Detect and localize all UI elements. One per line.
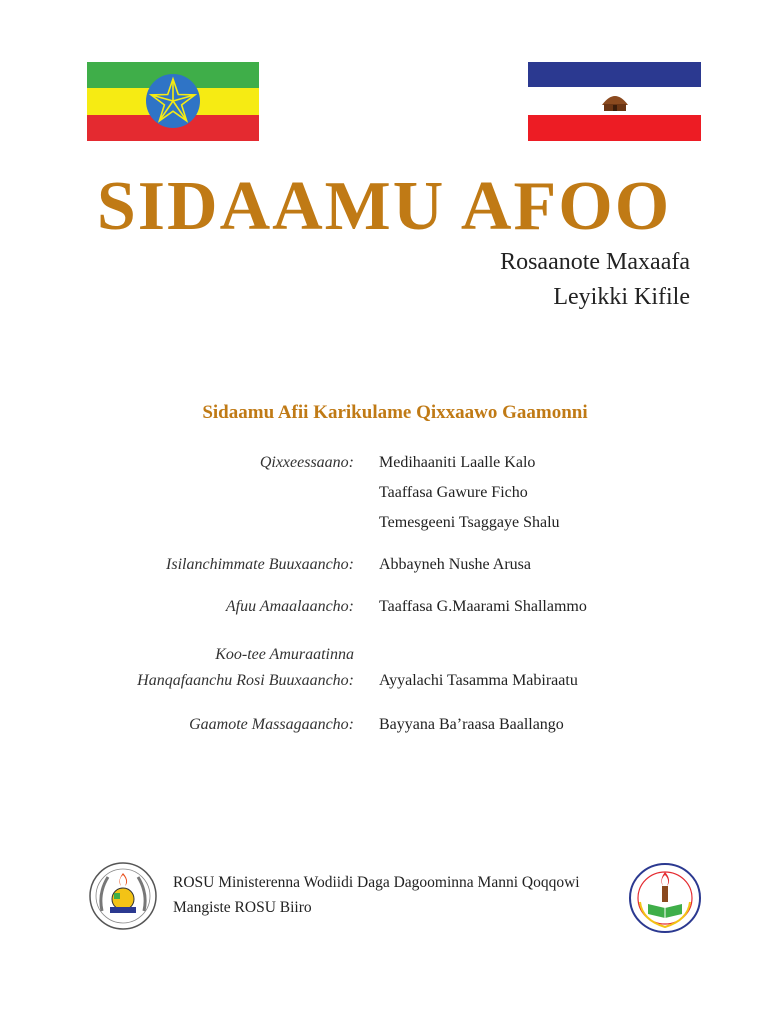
education-bureau-seal-icon [628, 862, 702, 934]
illustration-label: Isilanchimmate Buuxaancho: [166, 556, 354, 573]
ministry-emblem-icon [88, 861, 158, 931]
ethiopia-flag [87, 62, 259, 141]
book-title: SIDAAMU AFOO [96, 168, 672, 245]
writer-name: Temesgeeni Tsaggaye Shalu [379, 514, 560, 531]
writers-label: Qixxeessaano: [259, 454, 354, 471]
traditional-house-icon [600, 89, 630, 113]
subtitle-line-1: Rosaanote Maxaafa [500, 249, 690, 275]
illustration-name: Abbayneh Nushe Arusa [379, 556, 531, 573]
flag-band-red [528, 115, 701, 141]
sidama-flag [528, 62, 701, 141]
footer-ministry-line: ROSU Ministerenna Wodiidi Daga Dagoominna Manni Qoqqowi [173, 874, 580, 891]
writer-name: Taaffasa Gawure Ficho [379, 484, 528, 501]
layout-label-line-1: Koo-tee Amuraatinna [215, 646, 354, 663]
coordinator-name: Bayyana Ba’raasa Baallango [379, 716, 564, 733]
flag-band-blue [528, 62, 701, 87]
layout-name: Ayyalachi Tasamma Mabiraatu [379, 672, 578, 689]
committee-heading: Sidaamu Afii Karikulame Qixxaawo Gaamonni [202, 402, 588, 423]
language-editor-label: Afuu Amaalaancho: [225, 598, 354, 615]
footer-bureau-line: Mangiste ROSU Biiro [173, 899, 312, 916]
coordinator-label: Gaamote Massagaancho: [189, 716, 354, 733]
language-editor-name: Taaffasa G.Maarami Shallammo [379, 598, 587, 615]
star-emblem-icon [144, 72, 202, 130]
layout-label-line-2: Hanqafaanchu Rosi Buuxaancho: [137, 672, 354, 689]
writer-name: Medihaaniti Laalle Kalo [379, 454, 536, 471]
subtitle-line-2: Leyikki Kifile [553, 284, 690, 310]
